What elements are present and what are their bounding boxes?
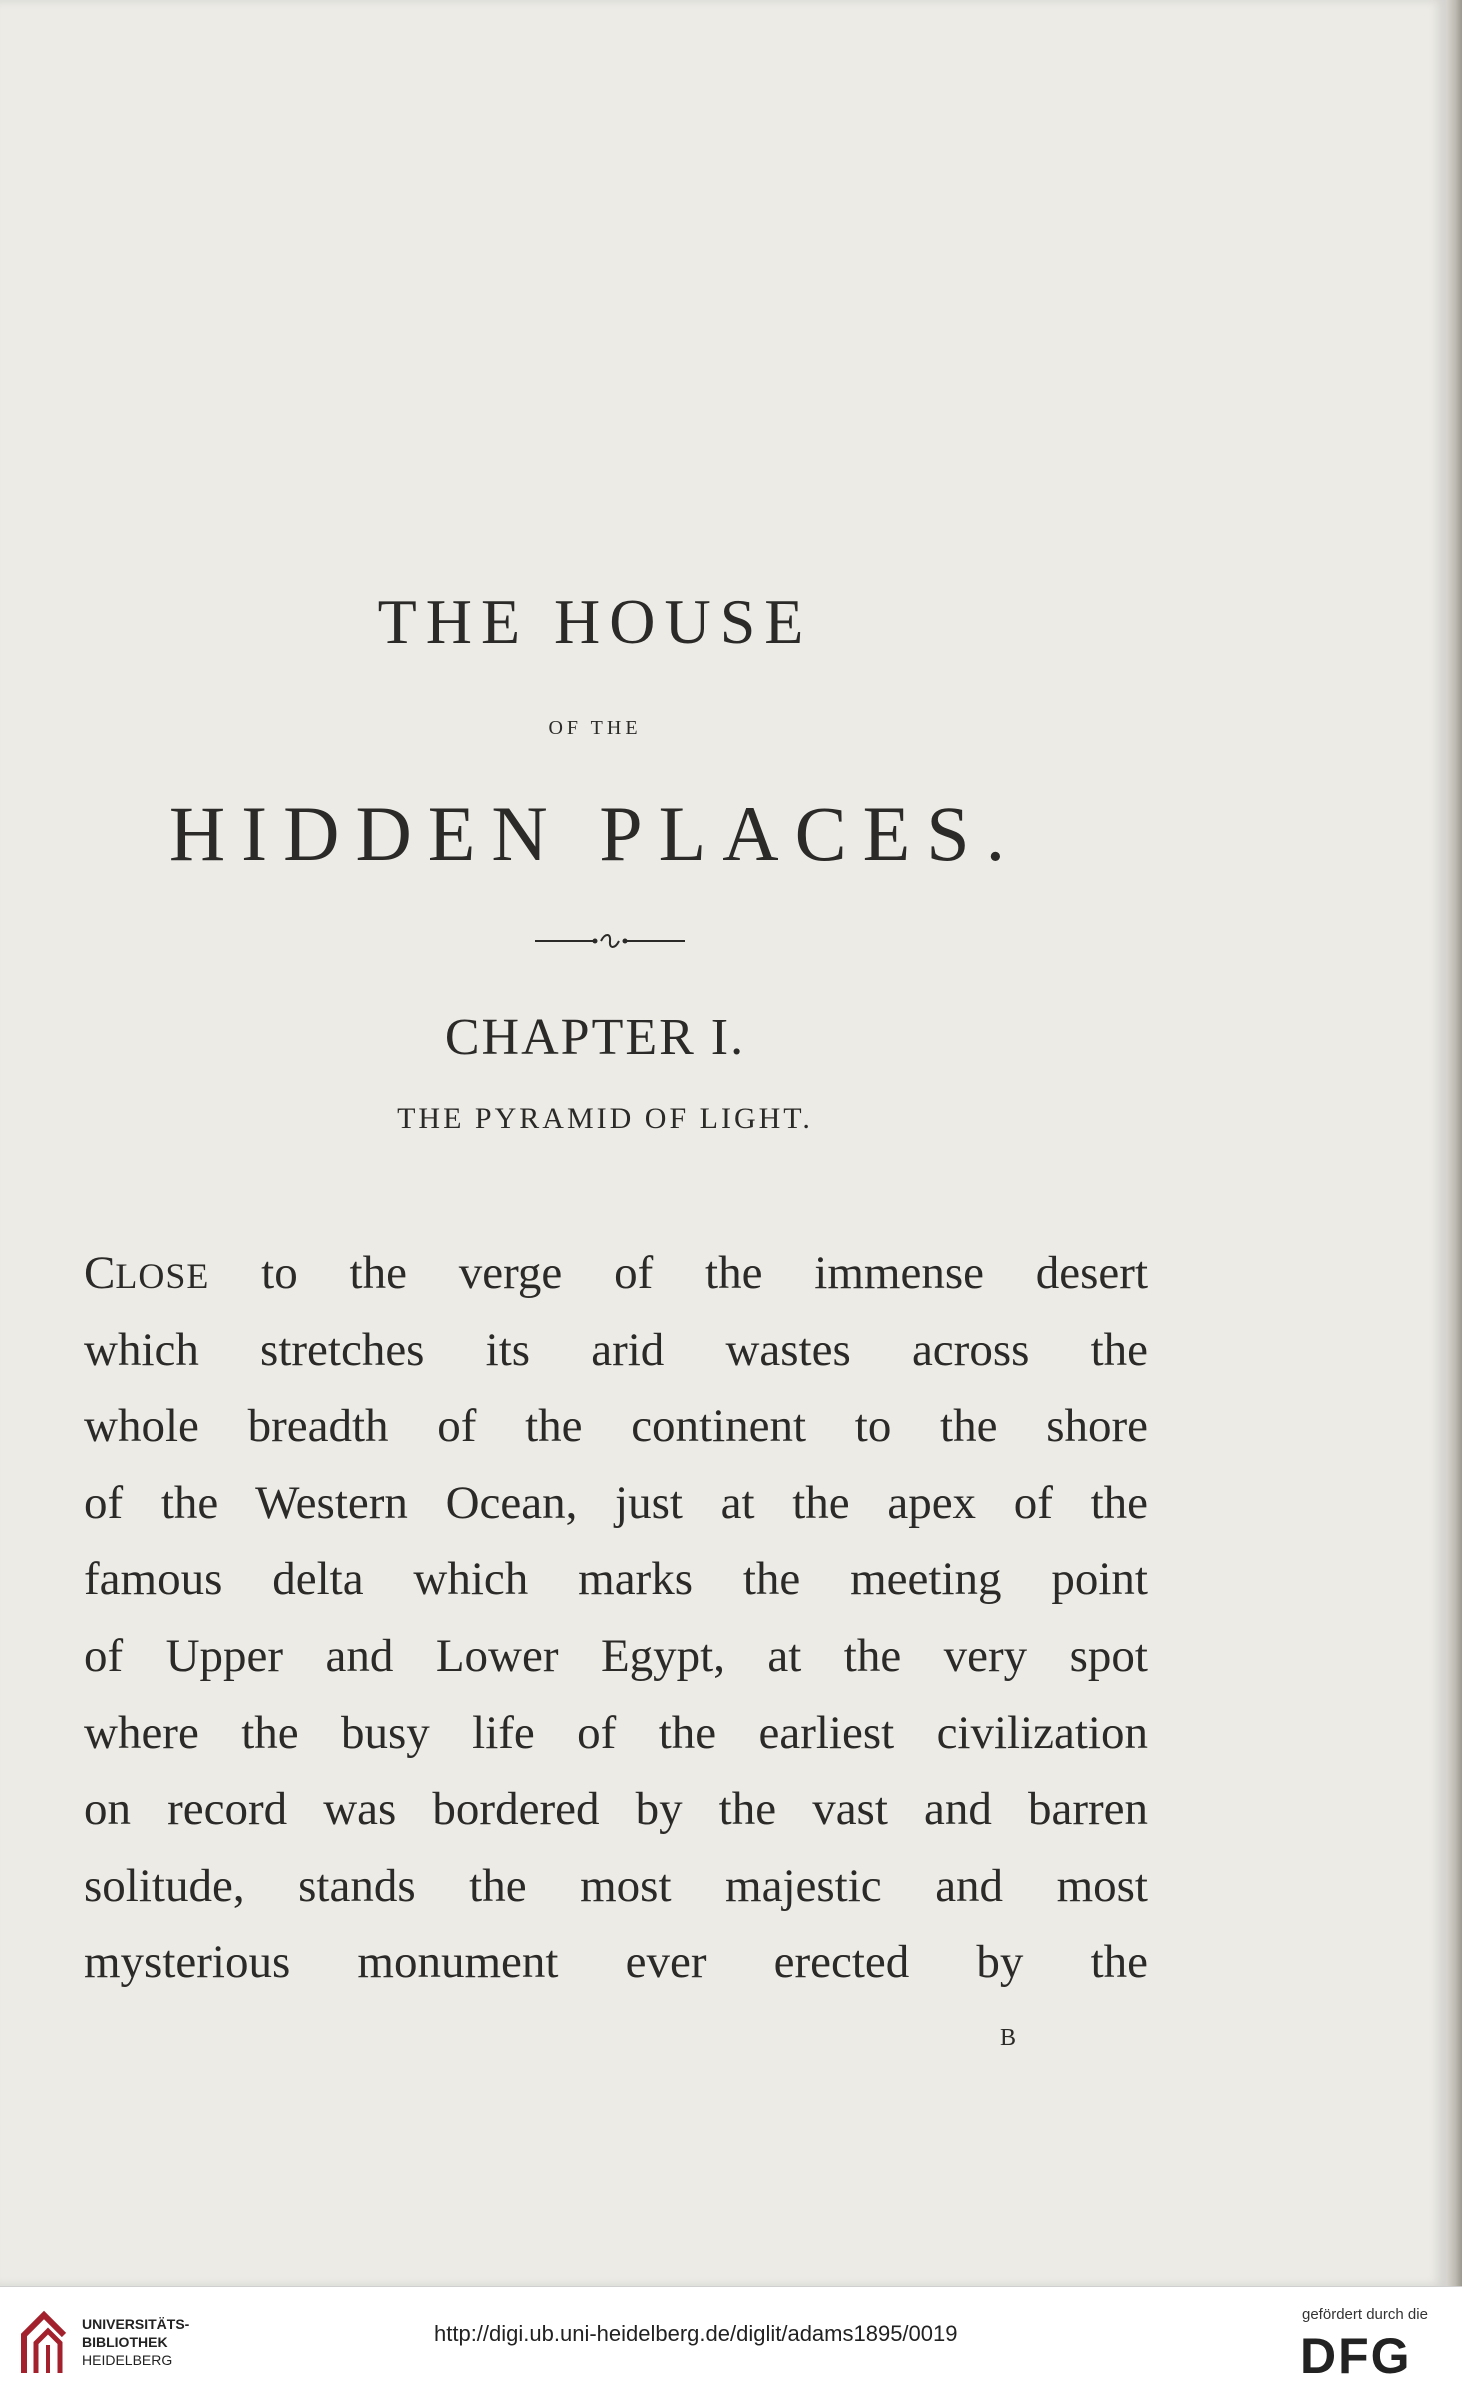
body-line: which stretches its arid wastes across the [84, 1323, 1148, 1376]
permalink-url[interactable]: http://digi.ub.uni-heidelberg.de/diglit/adams1895/0019 [434, 2321, 958, 2346]
university-library-logo-icon[interactable] [18, 2309, 70, 2379]
body-line [84, 1235, 1148, 1312]
library-name-line: HEIDELBERG [82, 2352, 173, 2368]
ornament-divider-icon [535, 930, 685, 952]
title-line-2: HIDDEN PLACES. [168, 790, 1022, 877]
viewer-footer [0, 2286, 1462, 2394]
library-name-line: UNIVERSITÄTS- [82, 2316, 190, 2332]
signature-mark: B [1000, 2025, 1017, 2051]
chapter-heading: CHAPTER I. [444, 1009, 746, 1066]
chapter-subtitle: THE PYRAMID OF LIGHT. [397, 1102, 813, 1135]
dfg-logo-icon[interactable]: DFG [1300, 2328, 1412, 2384]
title-line-1: THE HOUSE [377, 586, 813, 657]
body-paragraph [84, 1235, 1148, 2001]
body-line: of the Western Ocean, just at the apex of the [84, 1476, 1148, 1529]
body-line: famous delta which marks the meeting point [84, 1553, 1148, 1606]
body-line: mysterious monument ever erected by the [84, 1936, 1148, 1989]
page-edge-shadow [1446, 0, 1462, 2286]
body-line: on record was bordered by the vast and barren [84, 1783, 1148, 1836]
library-name[interactable] [82, 2315, 189, 2369]
body-line-text: to the verge of the immense desert [261, 1247, 1148, 1299]
funder-caption: gefördert durch die [1302, 2306, 1428, 2323]
library-name-line: BIBLIOTHEK [82, 2334, 168, 2350]
body-line: of Upper and Lower Egypt, at the very spot [84, 1629, 1148, 1682]
body-line: solitude, stands the most majestic and most [84, 1859, 1148, 1912]
small-caps-word: LOSE [115, 1256, 210, 1296]
title-connector: OF THE [548, 717, 642, 739]
body-line: where the busy life of the earliest civilization [84, 1706, 1148, 1759]
drop-initial: C [84, 1247, 116, 1299]
body-line: whole breadth of the continent to the shore [84, 1400, 1148, 1453]
